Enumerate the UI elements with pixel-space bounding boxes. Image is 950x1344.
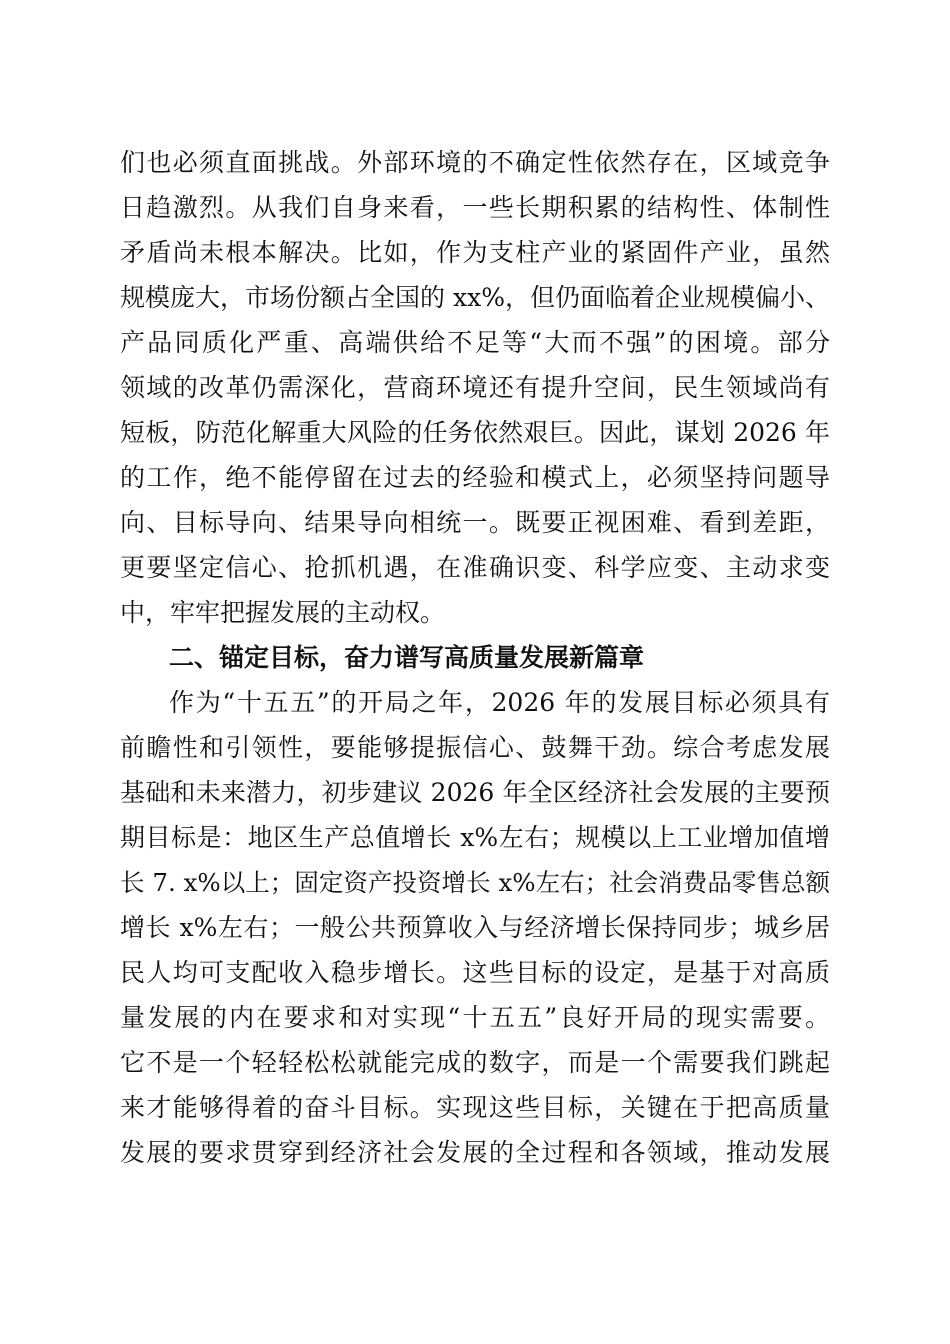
paragraph2-line-9: 它不是一个轻轻松松就能完成的数字，而是一个需要我们跳起 xyxy=(120,1048,830,1077)
paragraph1-line-6: 领域的改革仍需深化，营商环境还有提升空间，民生领域尚有 xyxy=(120,373,830,402)
paragraph1-line-4: 规模庞大，市场份额占全国的 xx%，但仍面临着企业规模偏小、 xyxy=(120,283,830,312)
paragraph2-line-5: 长 7. x%以上；固定资产投资增长 x%左右；社会消费品零售总额 xyxy=(120,868,830,897)
paragraph1-line-5: 产品同质化严重、高端供给不足等“大而不强”的困境。部分 xyxy=(120,328,830,357)
paragraph1-line-2: 日趋激烈。从我们自身来看，一些长期积累的结构性、体制性 xyxy=(120,193,830,222)
paragraph2-line-4: 期目标是：地区生产总值增长 x%左右；规模以上工业增加值增 xyxy=(120,823,830,852)
paragraph1-line-1: 们也必须直面挑战。外部环境的不确定性依然存在，区域竞争 xyxy=(120,148,830,177)
paragraph1-line-11: 中，牢牢把握发展的主动权。 xyxy=(120,598,446,627)
paragraph2-line-10: 来才能够得着的奋斗目标。实现这些目标，关键在于把高质量 xyxy=(120,1093,830,1122)
paragraph2-line-6: 增长 x%左右；一般公共预算收入与经济增长保持同步；城乡居 xyxy=(120,913,830,942)
paragraph1-line-7: 短板，防范化解重大风险的任务依然艰巨。因此，谋划 2026 年 xyxy=(120,418,830,447)
section-heading: 二、锚定目标，奋力谱写高质量发展新篇章 xyxy=(169,643,645,672)
paragraph2-line-8: 量发展的内在要求和对实现“十五五”良好开局的现实需要。 xyxy=(120,1003,830,1032)
paragraph2-line-7: 民人均可支配收入稳步增长。这些目标的设定，是基于对高质 xyxy=(120,958,830,987)
paragraph1-line-10: 更要坚定信心、抢抓机遇，在准确识变、科学应变、主动求变 xyxy=(120,553,830,582)
paragraph1-line-9: 向、目标导向、结果导向相统一。既要正视困难、看到差距， xyxy=(120,508,830,537)
paragraph1-line-8: 的工作，绝不能停留在过去的经验和模式上，必须坚持问题导 xyxy=(120,463,830,492)
paragraph2-line-1: 作为“十五五”的开局之年，2026 年的发展目标必须具有 xyxy=(169,688,830,717)
paragraph1-line-3: 矛盾尚未根本解决。比如，作为支柱产业的紧固件产业，虽然 xyxy=(120,238,830,267)
paragraph2-line-2: 前瞻性和引领性，要能够提振信心、鼓舞干劲。综合考虑发展 xyxy=(120,733,830,762)
paragraph2-line-11: 发展的要求贯穿到经济社会发展的全过程和各领域，推动发展 xyxy=(120,1138,830,1167)
paragraph2-line-3: 基础和未来潜力，初步建议 2026 年全区经济社会发展的主要预 xyxy=(120,778,830,807)
